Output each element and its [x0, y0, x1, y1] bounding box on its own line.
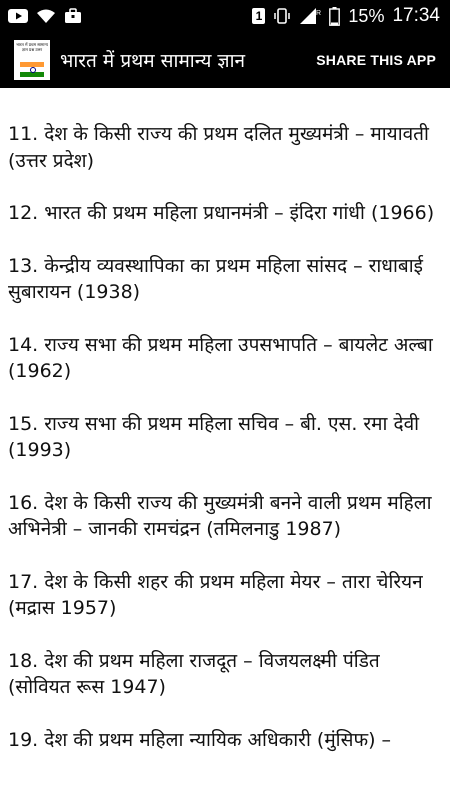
app-logo-text: भारत में प्रथम सामान्य ज्ञान प्रश्न उत्तर	[16, 42, 48, 52]
battery-percent: 15%	[348, 5, 385, 26]
status-bar-notifications	[8, 8, 82, 24]
list-item: 13. केन्द्रीय व्यवस्थापिका का प्रथम महिला सांसद – राधाबाई सुबारायन (1938)	[8, 254, 424, 303]
list-item: 18. देश की प्रथम महिला राजदूत – विजयलक्ष्मी पंडित (सोवियत रूस 1947)	[8, 649, 380, 698]
list-item: 14. राज्य सभा की प्रथम महिला उपसभापति – बायलेट अल्बा (1962)	[8, 333, 433, 382]
signal-icon	[299, 7, 321, 25]
battery-icon	[329, 7, 340, 26]
app-bar	[0, 32, 450, 88]
wifi-icon	[36, 8, 56, 24]
content-list[interactable]	[0, 88, 450, 800]
list-item: 11. देश के किसी राज्य की प्रथम दलित मुख्यमंत्री – मायावती (उत्तर प्रदेश)	[8, 123, 429, 172]
list-item: 16. देश के किसी राज्य की मुख्यमंत्री बनने वाली प्रथम महिला अभिनेत्री – जानकी रामचंद्रन (तमिलनाडु 1987)	[8, 491, 432, 540]
app-title: भारत में प्रथम सामान्य ज्ञान	[60, 50, 246, 72]
list-item: 17. देश के किसी शहर की प्रथम महिला मेयर – तारा चेरियन (मद्रास 1957)	[8, 570, 423, 619]
clock: 17:34	[392, 5, 440, 26]
status-bar	[0, 0, 450, 32]
vibrate-icon	[273, 7, 291, 25]
roaming-indicator: R	[316, 10, 322, 17]
youtube-icon	[8, 9, 28, 23]
status-bar-system	[252, 5, 440, 27]
list-item: 15. राज्य सभा की प्रथम महिला सचिव – बी. एस. रमा देवी (1993)	[8, 412, 420, 461]
india-flag-icon	[20, 62, 44, 77]
list-item: 19. देश की प्रथम महिला न्यायिक अधिकारी (मुंसिफ) –	[8, 728, 392, 751]
list-item: 12. भारत की प्रथम महिला प्रधानमंत्री – इंदिरा गांधी (1966)	[8, 202, 435, 224]
app-logo	[14, 40, 50, 80]
sim-badge: 1	[252, 8, 265, 24]
share-app-button[interactable]: SHARE THIS APP	[316, 52, 436, 68]
briefcase-icon	[64, 8, 82, 24]
